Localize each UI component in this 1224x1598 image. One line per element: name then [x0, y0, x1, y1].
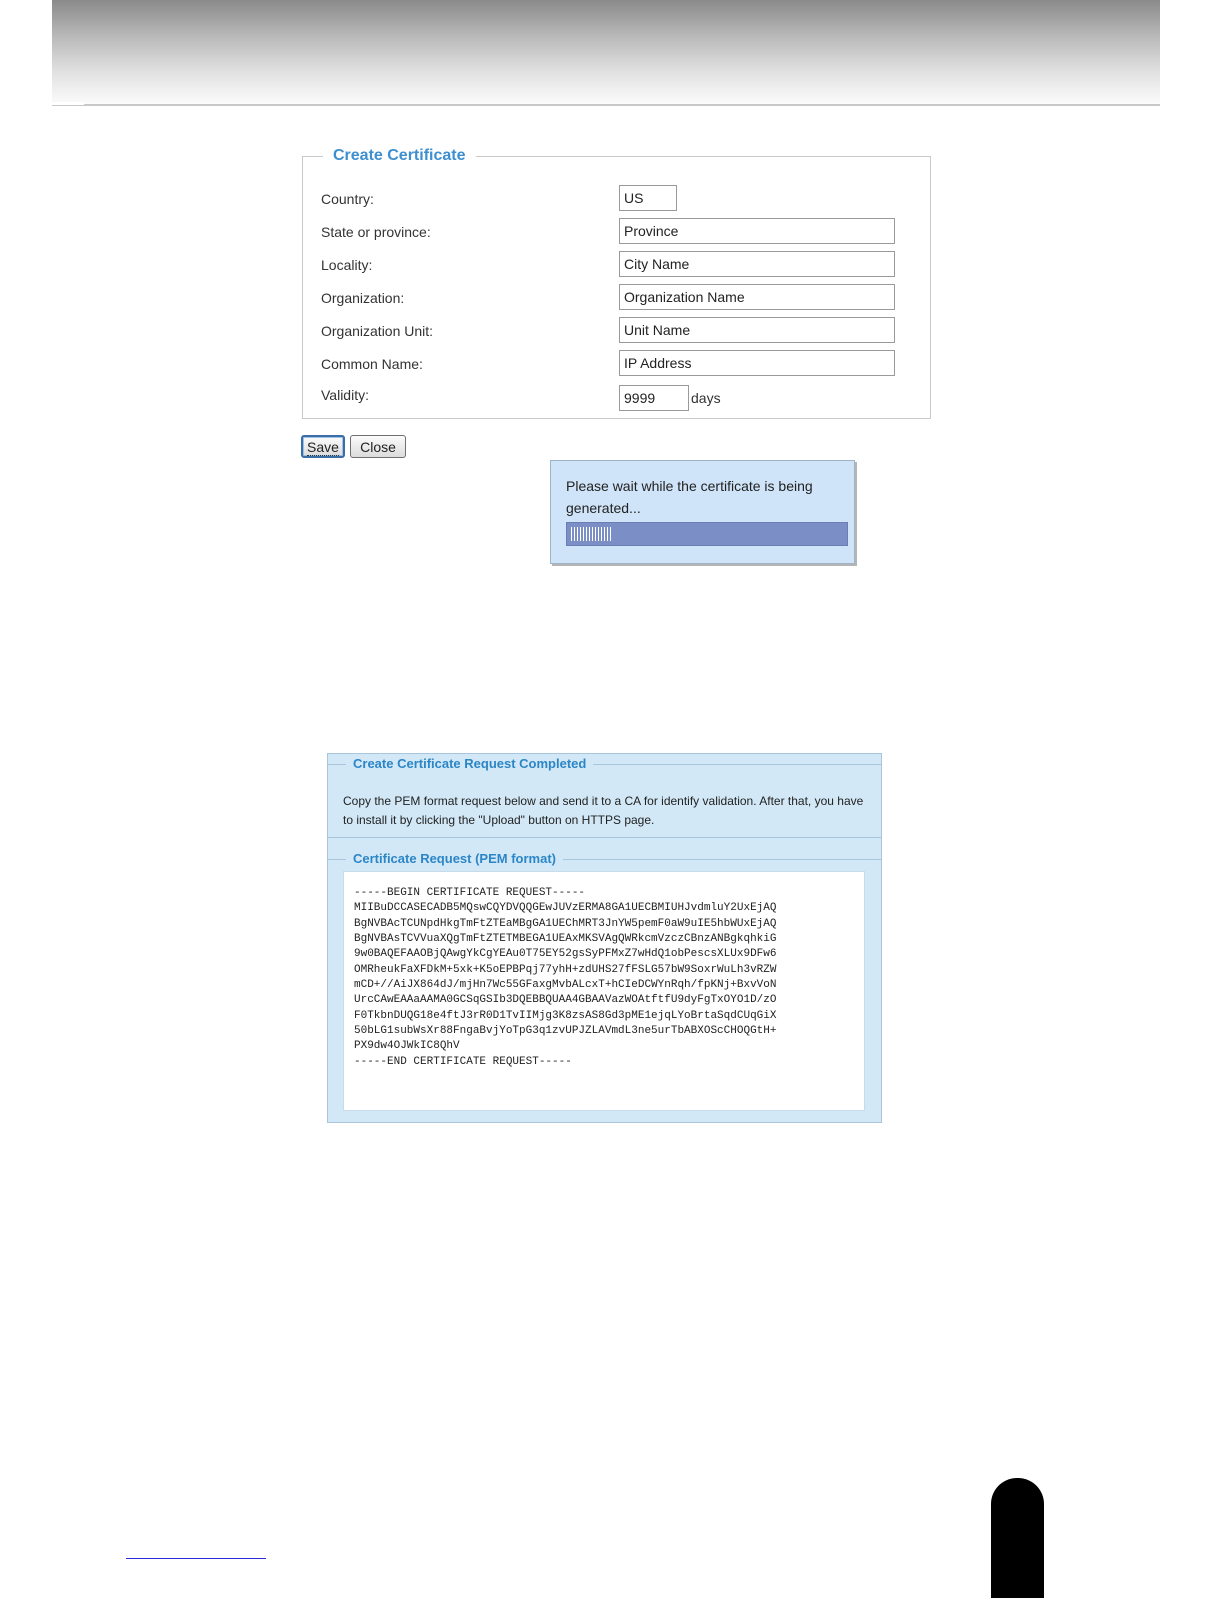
country-label: Country: — [321, 191, 374, 207]
validity-label: Validity: — [321, 387, 369, 403]
organization-unit-field[interactable]: Unit Name — [619, 317, 895, 343]
pem-line: BgNVBAsTCVVuaXQgTmFtZTETMBEGA1UEAxMKSVAgQWRkcmVzczCBnzANBgkqhkiG — [354, 933, 777, 945]
pem-line: -----END CERTIFICATE REQUEST----- — [354, 1056, 572, 1068]
country-row — [321, 185, 911, 213]
page-header-band — [52, 0, 1160, 106]
close-button[interactable]: Close — [350, 435, 406, 458]
progress-bar-fill — [571, 527, 612, 541]
progress-dialog — [550, 460, 855, 564]
page-number-tab — [991, 1478, 1044, 1598]
organization-row — [321, 284, 911, 312]
pem-line: UrcCAwEAAaAAMA0GCSqGSIb3DQEBBQUAA4GBAAVazWOAtftfU9dyFgTxOYO1D/zO — [354, 994, 777, 1006]
locality-row — [321, 251, 911, 279]
pem-line: 50bLG1subWsXr88FngaBvjYoTpG3q1zvUPJZLAVmdL3ne5urTbABXOScCHOQGtH+ — [354, 1025, 777, 1037]
organization-field[interactable]: Organization Name — [619, 284, 895, 310]
common-name-row — [321, 350, 911, 378]
organization-unit-label: Organization Unit: — [321, 323, 434, 339]
save-button-label: Save — [307, 439, 339, 455]
progress-bar — [566, 522, 848, 546]
state-field[interactable]: Province — [619, 218, 895, 244]
state-row — [321, 218, 911, 246]
footer-link-underline[interactable] — [126, 1558, 266, 1559]
validity-field[interactable]: 9999 — [619, 385, 689, 411]
pem-line: MIIBuDCCASECADB5MQswCQYDVQQGEwJUVzERMA8GA1UECBMIUHJvdmluY2UxEjAQ — [354, 902, 777, 914]
locality-field[interactable]: City Name — [619, 251, 895, 277]
locality-label: Locality: — [321, 257, 373, 273]
pem-line: BgNVBAcTCUNpdHkgTmFtZTEaMBgGA1UEChMRT3JnYW5pemF0aW9uIE5hbWUxEjAQ — [354, 918, 777, 930]
country-field[interactable]: US — [619, 185, 677, 211]
create-certificate-panel — [302, 147, 931, 419]
request-completed-panel — [327, 753, 882, 1123]
pem-line: -----BEGIN CERTIFICATE REQUEST----- — [354, 887, 586, 899]
validity-unit: days — [691, 390, 721, 406]
state-label: State or province: — [321, 224, 431, 240]
request-completed-instructions: Copy the PEM format request below and send it to a CA for identify validation. After that, you have to install it by clicking the "Upload" button on HTTPS page. — [343, 794, 864, 827]
organization-unit-row — [321, 317, 911, 345]
common-name-label: Common Name: — [321, 356, 423, 372]
pem-line: PX9dw4OJWkIC8QhV — [354, 1040, 460, 1052]
progress-message: Please wait while the certificate is being generated... — [566, 478, 813, 516]
common-name-field[interactable]: IP Address — [619, 350, 895, 376]
pem-title: Certificate Request (PEM format) — [346, 851, 563, 866]
validity-row — [321, 383, 911, 411]
save-button[interactable] — [301, 435, 345, 458]
request-completed-title: Create Certificate Request Completed — [346, 756, 593, 771]
pem-line: 9w0BAQEFAAOBjQAwgYkCgYEAu0T75EY52gsSyPFMxZ7wHdQ1obPescsXLUx9DFw6 — [354, 948, 777, 960]
create-certificate-title: Create Certificate — [323, 147, 476, 165]
pem-line: mCD+//AiJX864dJ/mjHn7Wc55GFaxgMvbALcxT+hCIeDCWYnRqh/fpKNj+BxvVoN — [354, 979, 777, 991]
pem-line: F0TkbnDUQG18e4ftJ3rR0D1TvIIMjg3K8zsAS8Gd3pME1ejqLYoBrtaSqdCUqGiX — [354, 1010, 777, 1022]
request-completed-section — [328, 756, 881, 838]
pem-section — [328, 851, 881, 1123]
pem-line: OMRheukFaXFDkM+5xk+K5oEPBPqj77yhH+zdUHS27fFSLG57bW9SoxrWuLh3vRZW — [354, 964, 777, 976]
pem-textarea[interactable] — [343, 871, 865, 1111]
organization-label: Organization: — [321, 290, 405, 306]
